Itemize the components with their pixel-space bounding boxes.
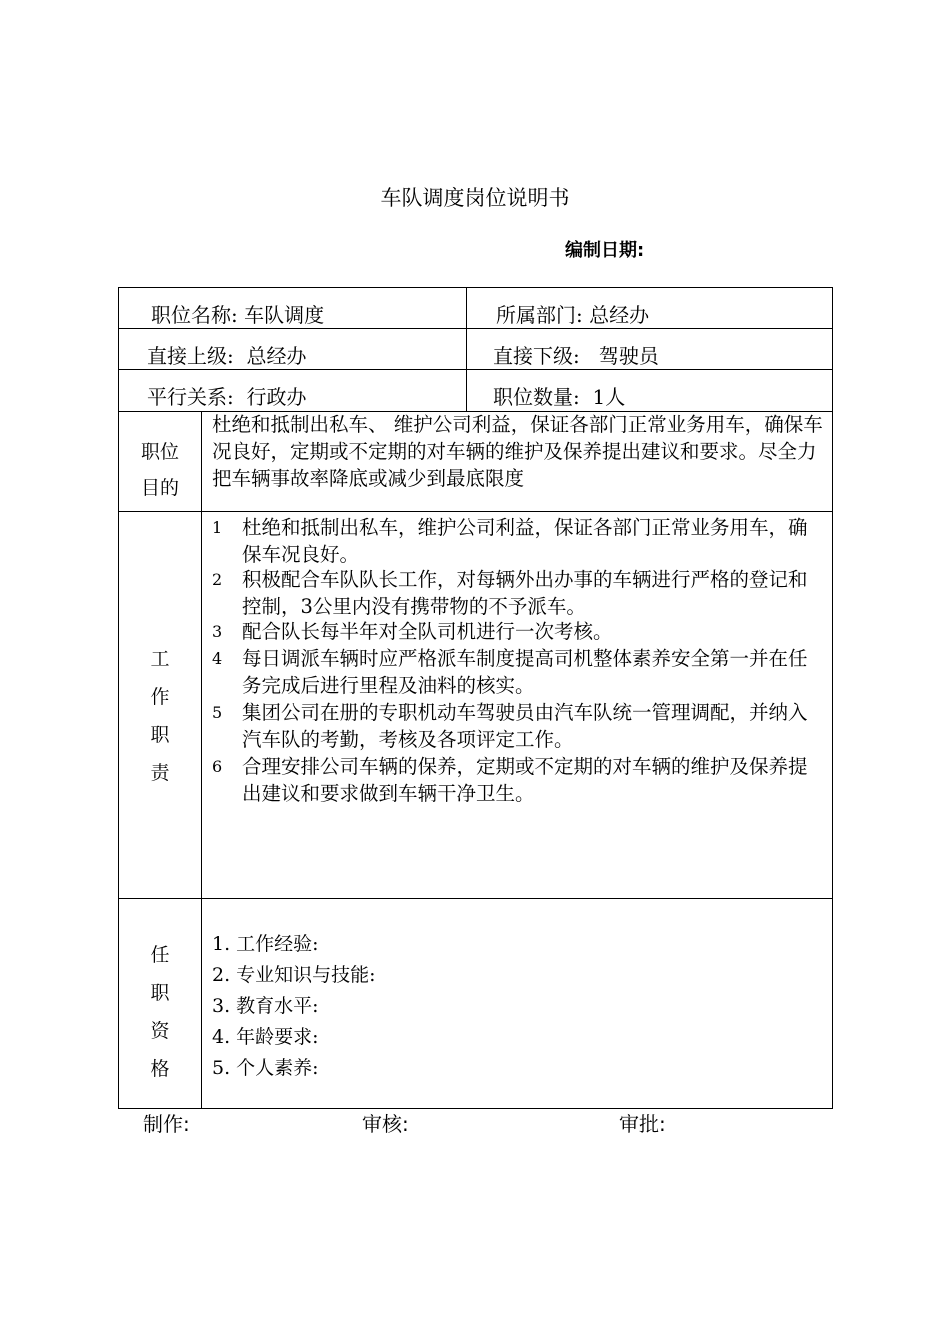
position-name: 职位名称: 车队调度 xyxy=(151,303,325,327)
parallel-relation: 平行关系: 行政办 xyxy=(147,385,307,409)
qualifications-list xyxy=(212,929,812,1084)
list-item: 5. 个人素养: xyxy=(212,1057,319,1079)
list-item: 4. 年龄要求: xyxy=(212,1026,319,1048)
list-item: 4 每日调派车辆时应严格派车制度提高司机整体素养安全第一并在任务完成后进行里程及油料的核实。 xyxy=(212,647,808,697)
row-divider xyxy=(119,511,832,512)
list-item: 6 合理安排公司车辆的保养，定期或不定期的对车辆的维护及保养提出建议和要求做到车辆干净卫生。 xyxy=(212,755,808,805)
list-item: 3. 教育水平: xyxy=(212,995,319,1017)
list-item: 2. 专业知识与技能: xyxy=(212,964,376,986)
column-divider xyxy=(466,288,467,411)
purpose-label: 职位 目的 xyxy=(140,441,179,499)
direct-superior: 直接上级: 总经办 xyxy=(147,344,307,368)
list-item: 3 配合队长每半年对全队司机进行一次考核。 xyxy=(212,620,613,643)
made-by-label: 制作: xyxy=(143,1112,190,1136)
reviewed-by-label: 审核: xyxy=(362,1112,409,1136)
compile-date-label: 编制日期: xyxy=(565,240,645,261)
qualifications-label: 任 职 资 格 xyxy=(150,944,170,1080)
list-item: 5 集团公司在册的专职机动车驾驶员由汽车队统一管理调配，并纳入汽车队的考勤，考核及各项评定工作。 xyxy=(212,701,808,751)
row-divider xyxy=(119,898,832,899)
list-item: 1 杜绝和抵制出私车，维护公司利益，保证各部门正常业务用车，确保车况良好。 xyxy=(212,516,808,566)
position-count: 职位数量: 1人 xyxy=(493,385,626,409)
direct-subordinate: 直接下级: 驾驶员 xyxy=(493,344,659,368)
approved-by-label: 审批: xyxy=(619,1112,666,1136)
document-title: 车队调度岗位说明书 xyxy=(380,186,570,210)
purpose-text: 杜绝和抵制出私车、 维护公司利益，保证各部门正常业务用车，确保车况良好，定期或不定期的对车辆的维护及保养提出建议和要求。尽全力把车辆事故率降底或减少到最底限度 xyxy=(212,413,823,490)
duties-label: 工 作 职 责 xyxy=(150,648,170,784)
column-divider xyxy=(201,411,202,1108)
list-item: 2 积极配合车队队长工作，对每辆外出办事的车辆进行严格的登记和控制，3公里内没有携带物的不予派车。 xyxy=(212,568,808,618)
department: 所属部门: 总经办 xyxy=(496,303,650,327)
list-item: 1. 工作经验: xyxy=(212,933,319,955)
job-description-table xyxy=(118,287,833,1109)
